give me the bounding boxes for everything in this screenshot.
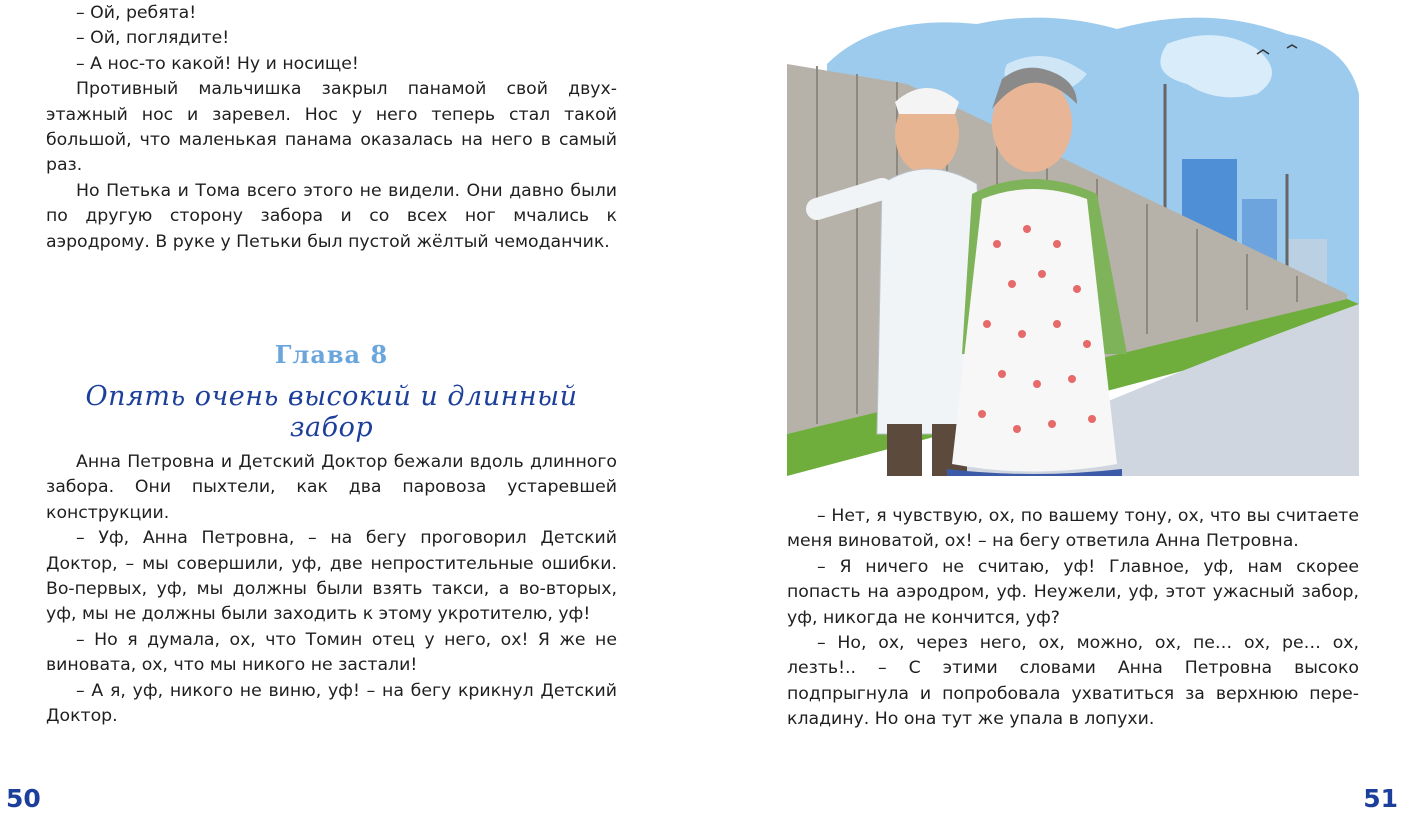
chapter-title: Опять очень высокий и длинный забор <box>85 381 578 443</box>
paragraph: – Я ничего не считаю, уф! Главное, уф, нам скорее попасть на аэродром, уф. Неужели, уф, этот ужасный забор, уф, никогда не кончится, уф? <box>787 556 1359 628</box>
paragraph: Анна Петровна и Детский Доктор бежали вдоль длинного забора. Они пыхтели, как два паровоза устаревшей конструкции. <box>46 452 617 523</box>
illustration-image <box>787 4 1359 476</box>
paragraph: – Ой, поглядите! <box>76 28 230 49</box>
chapter-number: Глава 8 <box>274 340 389 369</box>
text-block-right <box>787 504 1359 733</box>
paragraph: – Нет, я чувствую, ох, по вашему тону, ох, что вы считаете меня виноватой, ох! – на бегу ответила Анна Петровна. <box>787 506 1359 552</box>
paragraph: – Ой, ребята! <box>76 3 197 23</box>
paragraph: – Но я думала, ох, что Томин отец у него, ох! Я же не виновата, ох, что мы никого не застали! <box>46 629 617 676</box>
paragraph: – Уф, Анна Петровна, – на бегу проговорил Детский Доктор, – мы совершили, уф, две непростительные ошибки. Во-первых, уф, мы должны были взять такси, а во-вторых, уф, мы не должны были заходить к этому укротителю, уф! <box>46 528 617 625</box>
paragraph: Противный мальчишка закрыл панамой свой двухэтажный нос и заревел. Нос у него теперь стал такой большой, что маленькая панама оказалась на него в самый раз. <box>46 79 617 176</box>
paragraph: Но Петька и Тома всего этого не видели. Они давно были по другую сторону забора и со всех ног мчались к аэродрому. В руке у Петьки был пустой жёлтый чемоданчик. <box>46 180 617 252</box>
left-page <box>0 0 700 819</box>
page-number-left: 50 <box>6 784 41 813</box>
right-page <box>700 0 1403 819</box>
paragraph: – А я, уф, никого не виню, уф! – на бегу крикнул Детский Доктор. <box>46 680 617 727</box>
page-number-right: 51 <box>1363 784 1398 813</box>
paragraph: – А нос-то какой! Ну и носище! <box>76 53 359 74</box>
text-block-top <box>46 1 617 255</box>
paragraph: – Но, ох, через него, ох, можно, ох, пе… ох, ре… ох, лезть!.. – С этими словами Анна Петровна высоко подпрыгнула и попробовала ухватиться за верхнюю перекладину. Но она тут же упала в лопухи. <box>787 633 1359 730</box>
text-block-bottom <box>46 450 617 729</box>
